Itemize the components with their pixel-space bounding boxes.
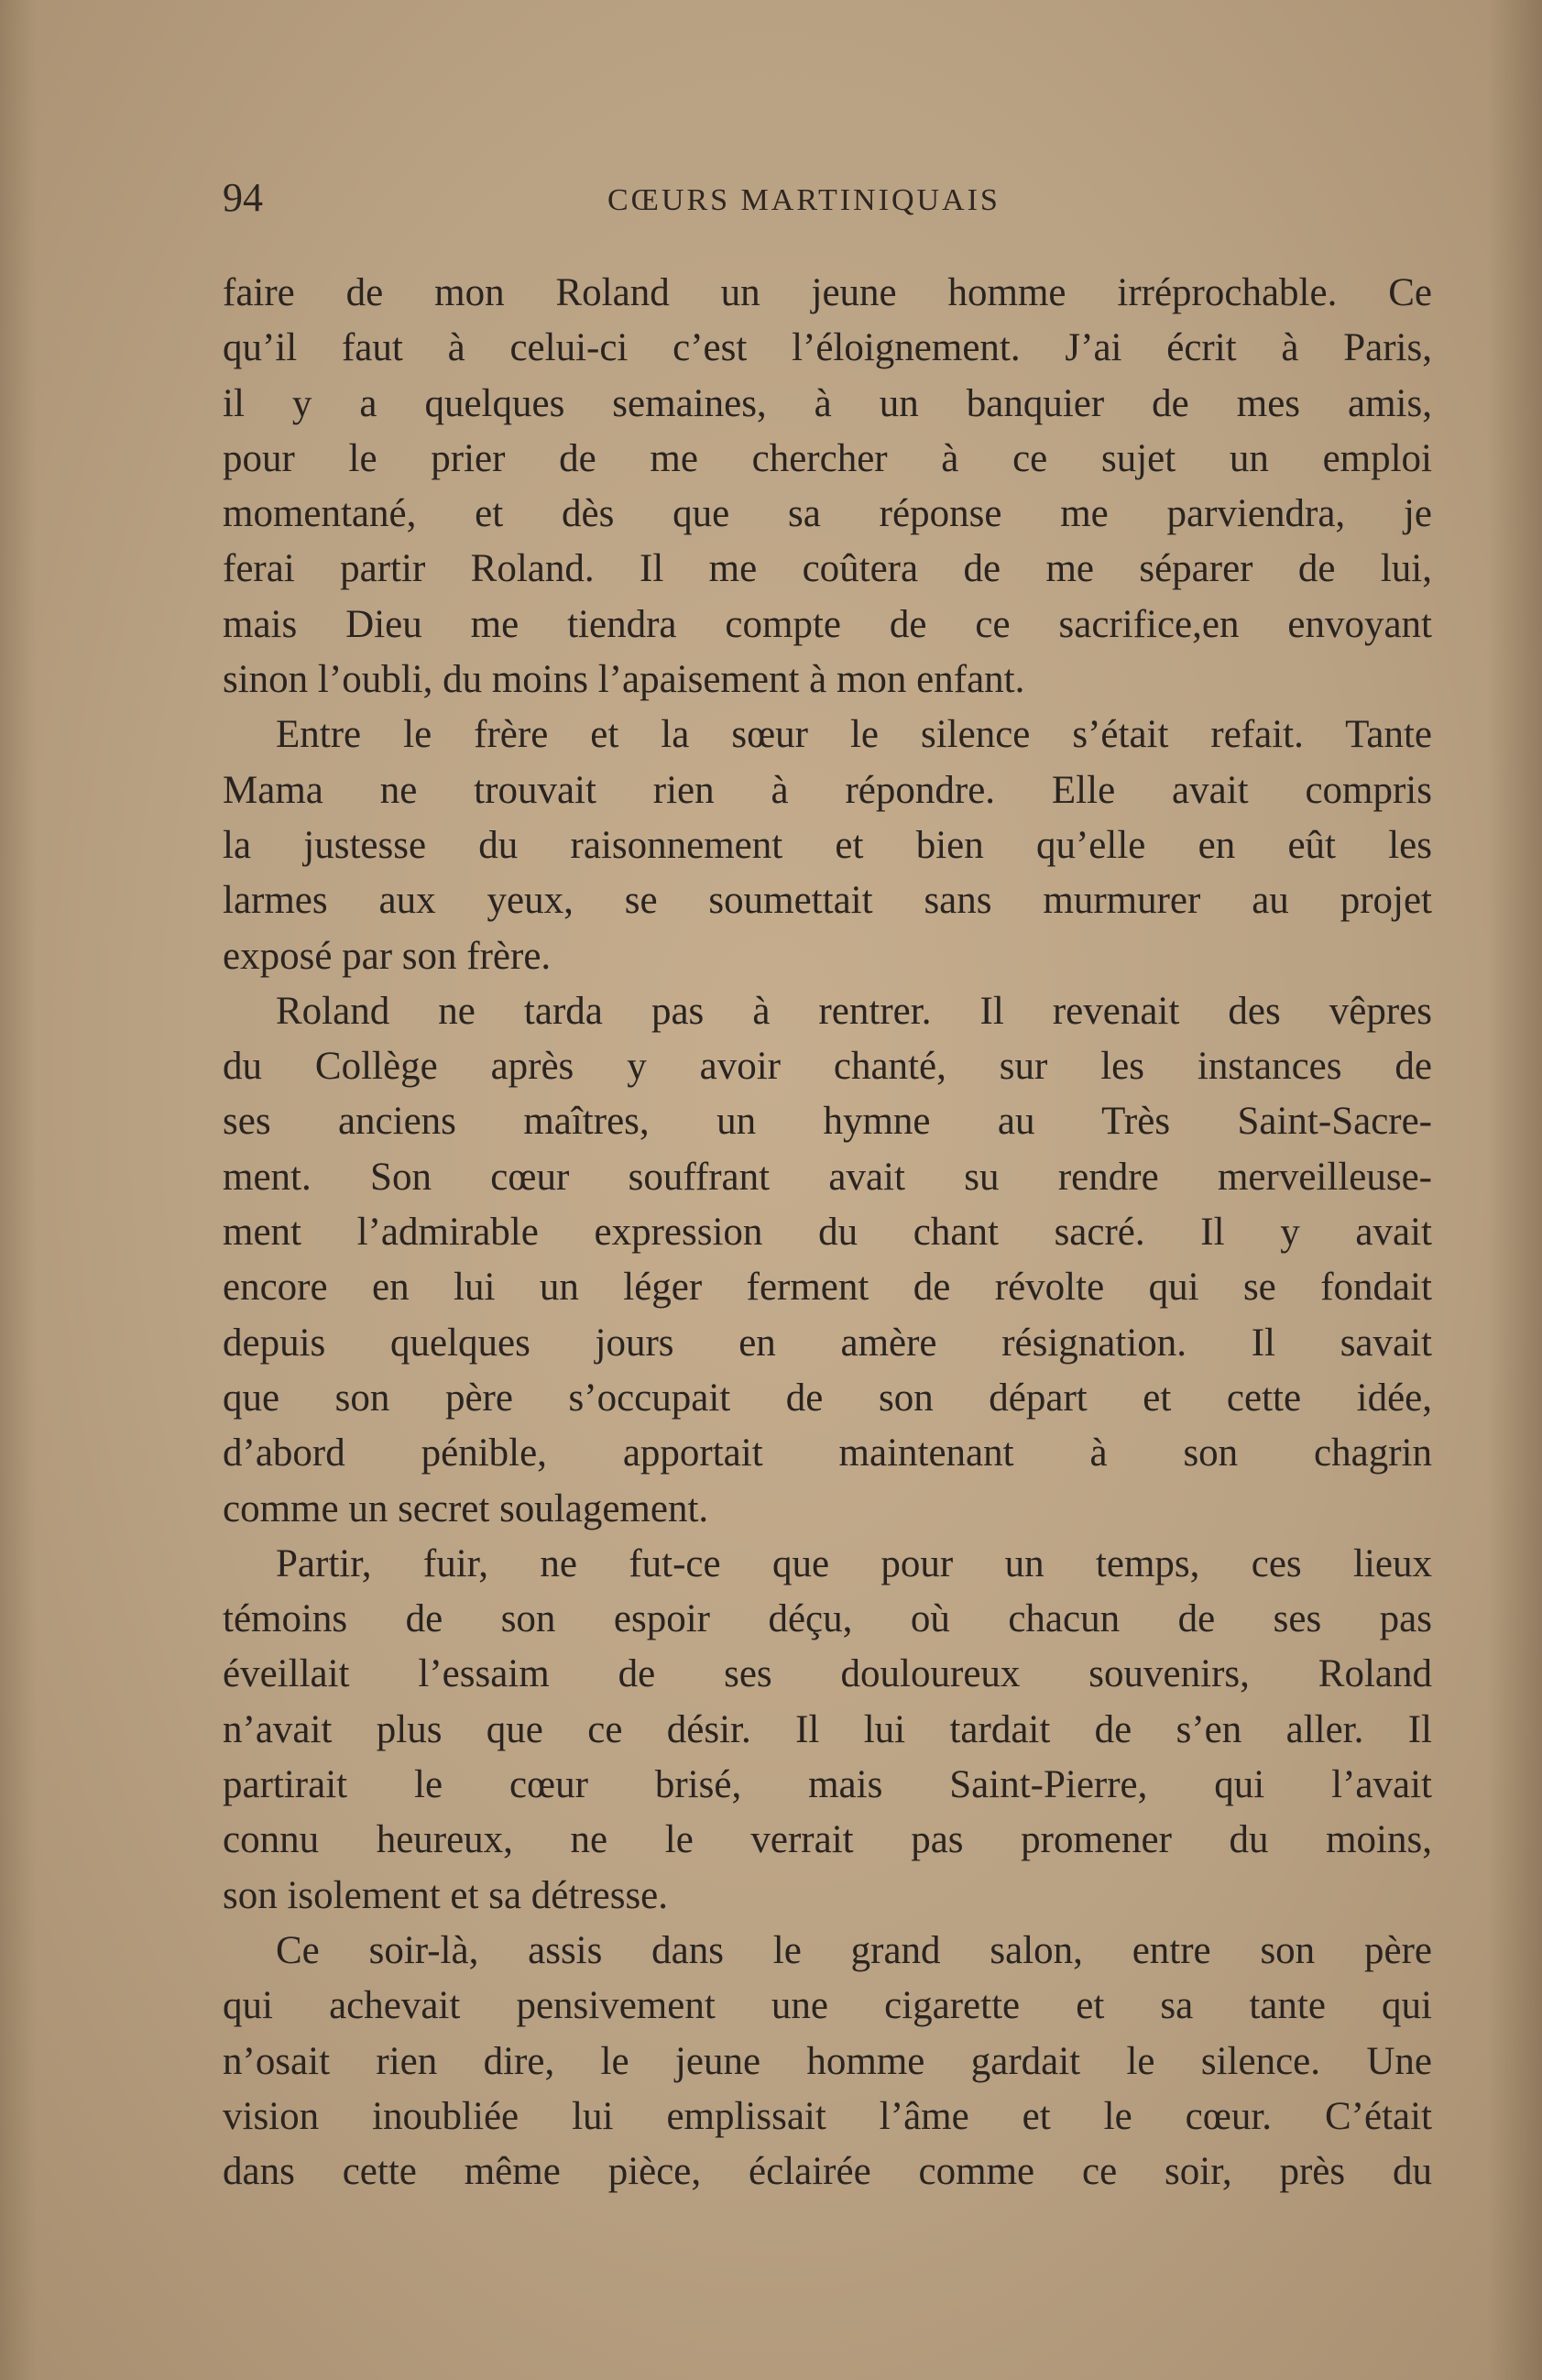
text-line: n’avait plus que ce désir. Il lui tardait de s’en aller. Il [223,1707,1432,1751]
text-line: pour le prier de me chercher à ce sujet un emploi [223,436,1432,480]
text-line: d’abord pénible, apportait maintenant à son chagrin [223,1431,1432,1475]
text-line: encore en lui un léger ferment de révolte qui se fondait [223,1266,1432,1310]
text-line: ses anciens maîtres, un hymne au Très Saint-Sacre- [223,1100,1432,1144]
text-line: exposé par son frère. [223,934,552,978]
text-line: mais Dieu me tiendra compte de ce sacrifice,en envoyant [223,602,1432,646]
text-line: larmes aux yeux, se soumettait sans murmurer au projet [223,879,1432,923]
text-line: depuis quelques jours en amère résignation. Il savait [223,1321,1432,1365]
text-line: il y a quelques semaines, à un banquier de mes amis, [223,381,1432,425]
text-line: qu’il faut à celui-ci c’est l’éloignement. J’ai écrit à Paris, [223,326,1432,370]
text-line: n’osait rien dire, le jeune homme gardait le silence. Une [223,2039,1432,2083]
text-line: connu heureux, ne le verrait pas promener du moins, [223,1818,1432,1862]
text-line: ment l’admirable expression du chant sacré. Il y avait [223,1211,1432,1255]
text-line: qui achevait pensivement une cigarette et sa tante qui [223,1984,1432,2028]
text-line: momentané, et dès que sa réponse me parviendra, je [223,492,1432,536]
text-line: du Collège après y avoir chanté, sur les instances de [223,1045,1432,1089]
text-line: partirait le cœur brisé, mais Saint-Pierre, qui l’avait [223,1763,1432,1807]
text-line: éveillait l’essaim de ses douloureux souvenirs, Roland [223,1652,1432,1696]
text-line: Roland ne tarda pas à rentrer. Il revenait des vêpres [276,989,1432,1033]
text-line: la justesse du raisonnement et bien qu’elle en eût les [223,823,1432,867]
text-line: son isolement et sa détresse. [223,1873,669,1917]
running-title: CŒURS MARTINIQUAIS [607,183,1001,217]
text-line: dans cette même pièce, éclairée comme ce soir, près du [223,2150,1432,2194]
text-line: ment. Son cœur souffrant avait su rendre merveilleuse- [223,1155,1432,1199]
text-line: faire de mon Roland un jeune homme irréprochable. Ce [223,271,1432,314]
text-line: ferai partir Roland. Il me coûtera de me séparer de lui, [223,547,1432,591]
text-line: sinon l’oubli, du moins l’apaisement à mon enfant. [223,658,1025,702]
text-line: Entre le frère et la sœur le silence s’était refait. Tante [276,713,1432,757]
page-shadow-left [0,0,37,2380]
body-text [223,266,1432,2199]
text-line: comme un secret soulagement. [223,1486,709,1530]
text-line: Mama ne trouvait rien à répondre. Elle avait compris [223,768,1432,812]
page-header [223,174,1432,238]
text-line: témoins de son espoir déçu, où chacun de ses pas [223,1597,1432,1641]
text-line: vision inoubliée lui emplissait l’âme et le cœur. C’était [223,2094,1432,2138]
text-line: Partir, fuir, ne fut-ce que pour un temps, ces lieux [276,1541,1432,1585]
text-line: Ce soir-là, assis dans le grand salon, entre son père [276,1928,1432,1972]
text-line: que son père s’occupait de son départ et cette idée, [223,1376,1432,1420]
page-number: 94 [223,175,263,220]
page-shadow-right [1487,0,1542,2380]
